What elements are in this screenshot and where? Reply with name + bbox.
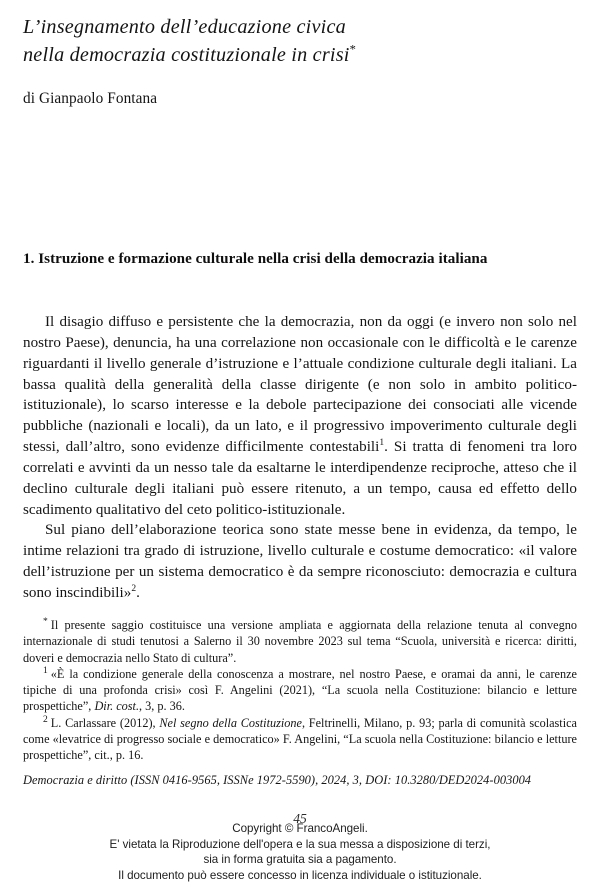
footnote-star bbox=[23, 617, 577, 666]
footnote-marker: 2 bbox=[43, 713, 48, 725]
title-line-1: L’insegnamento dell’educazione civica bbox=[23, 16, 346, 38]
title-block bbox=[23, 14, 578, 69]
footnote-text-before: «È la condizione generale della conoscenza a mostrare, nel nostro Paese, e oramai da anni, le carenze tipiche di una profonda crisi» così F. Angelini (2021), “La scuola nella Costituzione: bilancio e letture prospettiche”, bbox=[23, 666, 577, 714]
title-footnote-marker: * bbox=[349, 41, 357, 56]
paragraph-1-part-1: Il disagio diffuso e persistente che la democrazia, non da oggi (e invero non solo nel nostro Paese), denuncia, ha una correlazione non occasionale con le difficoltà e le carenze riguardanti il livello generale d’istruzione e l’attuale condizione culturale degli italiani. La bassa qualità della generalità della classe dirigente (e non solo in ambito politico-istituzionale), lo scarso interesse e la debole partecipazione dei consociati alle vicende pubbliche (nazionali e locali), da un lato, e il progressivo impoverimento culturale degli stessi, dall’altro, sono evidenze difficilmente contestabili bbox=[23, 314, 577, 456]
footnote-marker: 1 bbox=[43, 664, 48, 676]
paragraph-2-part-1: Sul piano dell’elaborazione teorica sono state messe bene in evidenza, da tempo, le intime relazioni tra grado di istruzione, livello culturale e costume democratico: «il valore dell’istruzione per un sistema democratico è da sempre riconosciuto: democrazia e cultura sono inscindibili» bbox=[23, 522, 577, 601]
journal-source-line: Democrazia e diritto (ISSN 0416-9565, ISSNe 1972-5590), 2024, 3, DOI: 10.3280/DED2024-003004 bbox=[23, 773, 532, 787]
footnote-text-after: , 3, p. 36. bbox=[139, 699, 185, 714]
footnotes-section bbox=[23, 617, 577, 764]
footnote-2 bbox=[23, 715, 577, 764]
section-heading: 1. Istruzione e formazione culturale nella crisi della democrazia italiana bbox=[23, 251, 488, 267]
copyright-line-2: E' vietata la Riproduzione dell'opera e la sua messa a disposizione di terzi, bbox=[109, 837, 491, 851]
copyright-line-1: Copyright © FrancoAngeli. bbox=[232, 822, 368, 835]
footnote-1 bbox=[23, 666, 577, 715]
footnote-text-italic: Dir. cost. bbox=[94, 699, 140, 714]
author-byline: di Gianpaolo Fontana bbox=[23, 90, 158, 107]
copyright-line-3: sia in forma gratuita sia a pagamento. bbox=[203, 853, 397, 867]
title-line-2: nella democrazia costituzionale in crisi bbox=[23, 43, 350, 66]
copyright-line-4: Il documento può essere concesso in licenza individuale o istituzionale. bbox=[118, 868, 482, 882]
page-number: 45 bbox=[293, 811, 307, 826]
footnote-text-italic: Nel segno della Costituzione bbox=[159, 715, 302, 730]
footnote-ref-1: 1 bbox=[379, 438, 385, 449]
footnote-ref-2: 2 bbox=[131, 583, 137, 594]
footnote-text-after: , Feltrinelli, Milano, p. 93; parla di comunità scolastica come «levatrice di progresso sociale e democratico» F. Angelini, “La scuola nella Costituzione: bilancio e letture prospettiche”, cit., p. 16. bbox=[23, 715, 577, 763]
footnote-text-before: L. Carlassare (2012), bbox=[50, 715, 160, 730]
paragraph-1-part-2: . Si tratta di fenomeni tra loro correlati e avvinti da un nesso tale da esaltarne le interdipendenze reciproche, atteso che il declino culturale degli italiani può essere ritenuto, a un tempo, causa ed effetto dello scadimento qualitativo del ceto politico-istituzionale. bbox=[23, 439, 577, 518]
body-text bbox=[23, 312, 577, 604]
paragraph-2-part-2: . bbox=[136, 584, 140, 601]
page-title bbox=[23, 14, 578, 69]
footnote-text-before: Il presente saggio costituisce una versione ampliata e aggiornata della relazione tenuta al convegno internazionale di studi tenutosi a Salerno il 30 novembre 2023 sul tema “Scuola, università e ricerca: diritti, doveri e democrazia nello Stato di cultura”. bbox=[23, 618, 577, 665]
footnote-marker: * bbox=[43, 615, 48, 627]
copyright-notice bbox=[0, 821, 600, 883]
body-paragraph-1 bbox=[23, 312, 577, 520]
body-paragraph-2 bbox=[23, 520, 577, 603]
